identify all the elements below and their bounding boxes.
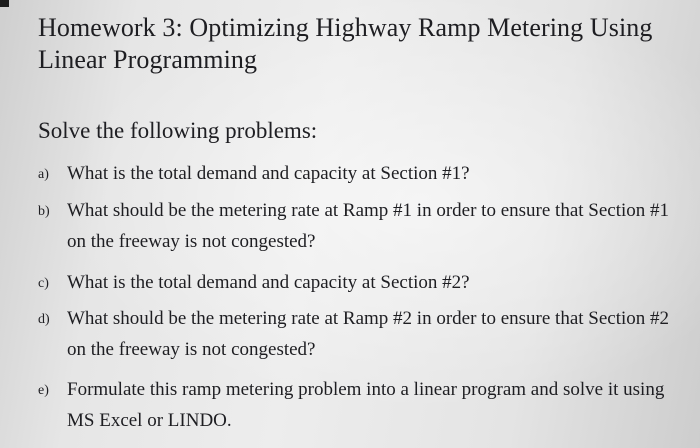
problem-text: What should be the metering rate at Ramp #1 in order to ensure that Section #1 on the freeway is not congested? (67, 200, 670, 252)
problem-text: Formulate this ramp metering problem into a linear program and solve it using MS Excel or LINDO. (67, 379, 665, 431)
problem-text: What should be the metering rate at Ramp #2 in order to ensure that Section #2 on the freeway is not congested? (67, 308, 670, 360)
problem-marker: b) (38, 204, 50, 219)
problem-marker: e) (38, 383, 49, 398)
problem-text: What is the total demand and capacity at Section #1? (67, 163, 470, 184)
page-title: Homework 3: Optimizing Highway Ramp Metering Using Linear Programming (38, 13, 653, 74)
problem-marker: a) (38, 167, 49, 182)
problem-d (38, 303, 678, 365)
problem-a (38, 158, 678, 190)
problem-e (38, 374, 678, 436)
instructions: Solve the following problems: (38, 118, 318, 143)
corner-mark (0, 0, 9, 7)
problem-marker: c) (38, 276, 49, 291)
problem-c (38, 267, 678, 299)
problem-marker: d) (38, 312, 50, 327)
problem-b (38, 195, 678, 257)
problem-text: What is the total demand and capacity at Section #2? (67, 272, 470, 293)
